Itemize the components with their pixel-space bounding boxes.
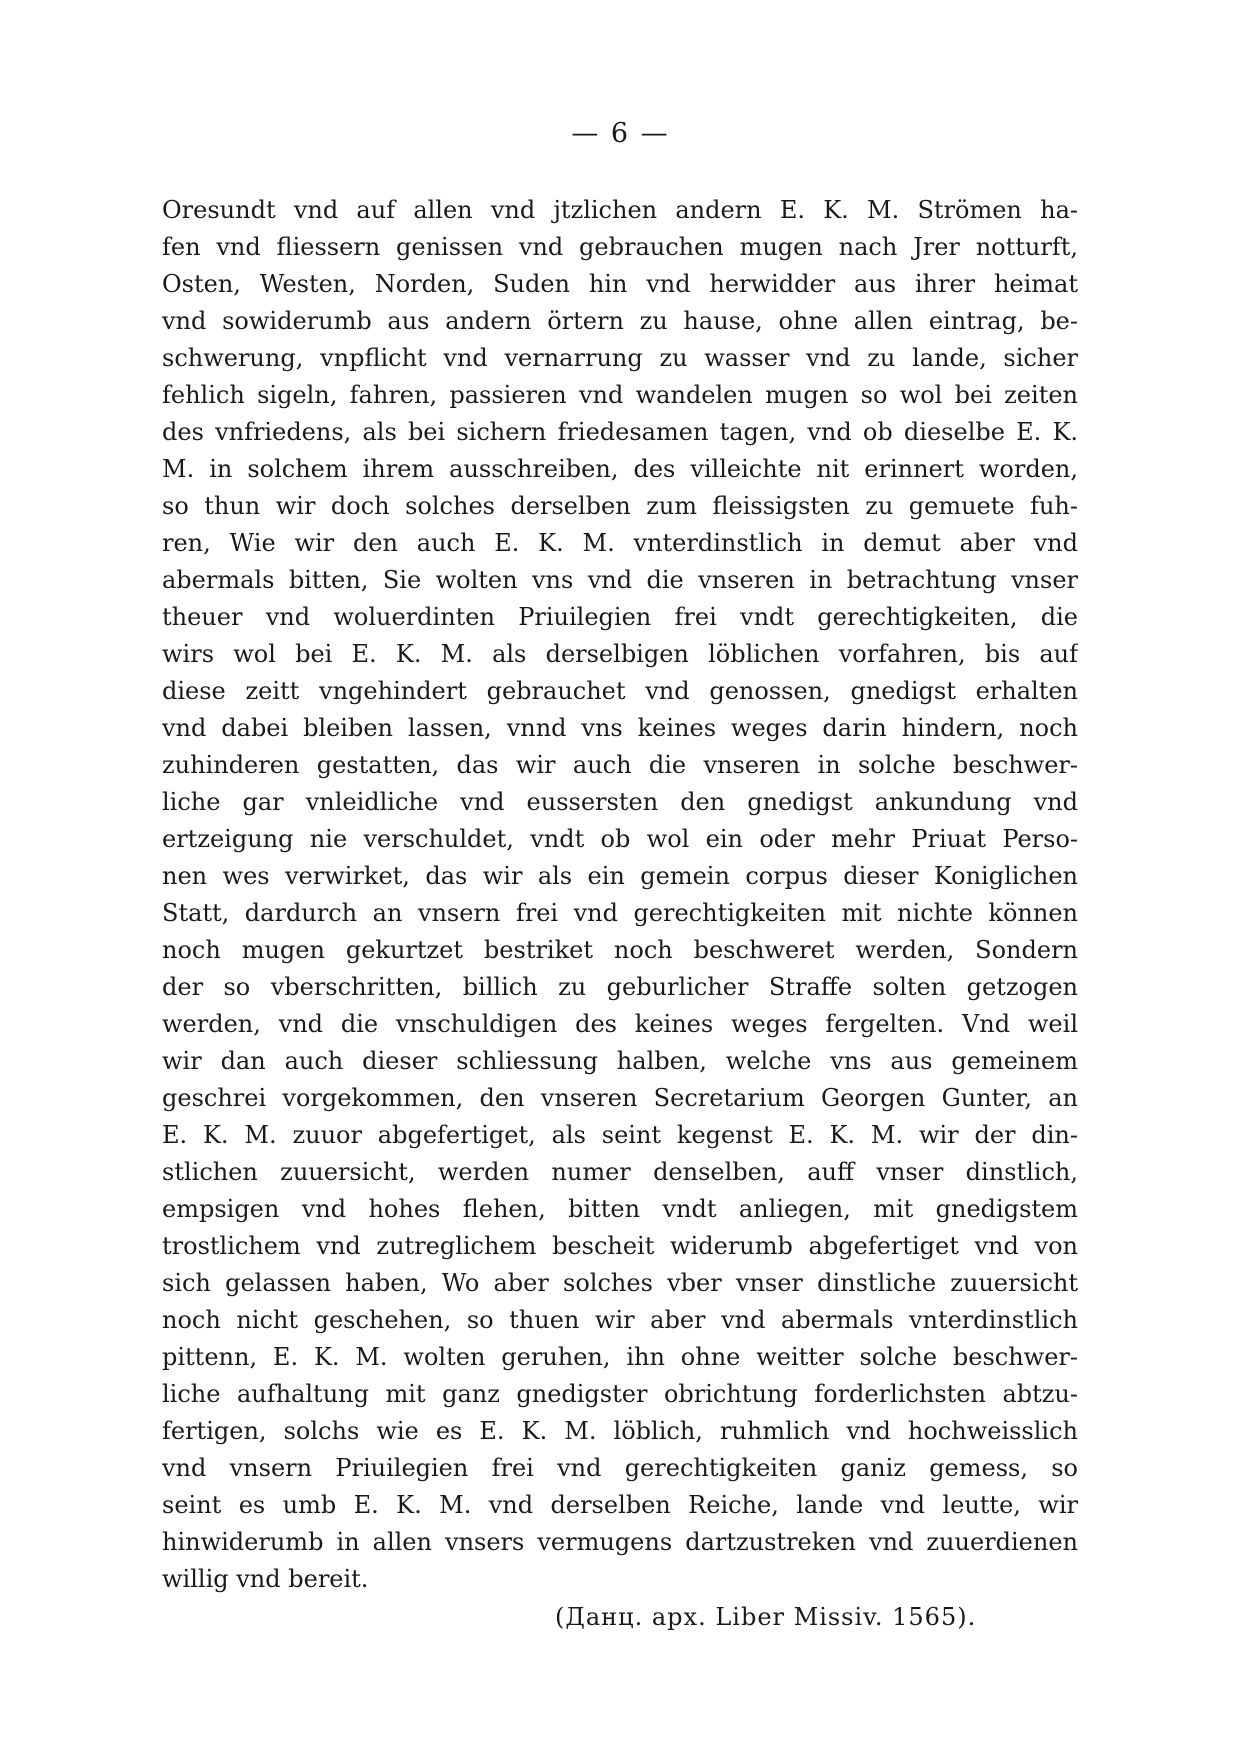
text-line: diese zeitt vngehindert gebrauchet vnd genossen, gnedigst erhalten — [162, 677, 1078, 705]
text-line: willig vnd bereit. — [162, 1565, 369, 1593]
page-number: — 6 — — [571, 118, 670, 149]
text-line: noch nicht geschehen, so thuen wir aber vnd abermals vnterdinstlich — [162, 1306, 1078, 1334]
text-line: sich gelassen haben, Wo aber solches vber vnser dinstliche zuuersicht — [162, 1269, 1078, 1297]
text-line: vnd dabei bleiben lassen, vnnd vns keines weges darin hindern, noch — [162, 714, 1078, 742]
text-line: des vnfriedens, als bei sichern friedesamen tagen, vnd ob dieselbe E. K. — [162, 418, 1078, 446]
text-line: vnd sowiderumb aus andern örtern zu hause, ohne allen eintrag, be- — [162, 307, 1078, 335]
text-line: liche gar vnleidliche vnd eussersten den gnedigst ankundung vnd — [162, 788, 1078, 816]
text-line: trostlichem vnd zutreglichem bescheit widerumb abgefertiget vnd von — [162, 1232, 1078, 1260]
text-line: Statt, dardurch an vnsern frei vnd gerechtigkeiten mit nichte können — [162, 899, 1078, 927]
text-line: geschrei vorgekommen, den vnseren Secretarium Georgen Gunter, an — [162, 1084, 1078, 1112]
text-line: fertigen, solchs wie es E. K. M. löblich, ruhmlich vnd hochweisslich — [162, 1417, 1078, 1445]
text-line: werden, vnd die vnschuldigen des keines weges fergelten. Vnd weil — [162, 1010, 1078, 1038]
text-line: ren, Wie wir den auch E. K. M. vnterdinstlich in demut aber vnd — [162, 529, 1078, 557]
text-line: pittenn, E. K. M. wolten geruhen, ihn ohne weitter solche beschwer- — [162, 1343, 1078, 1371]
text-line: E. K. M. zuuor abgefertiget, als seint kegenst E. K. M. wir der din- — [162, 1121, 1078, 1149]
text-line: liche aufhaltung mit ganz gnedigster obrichtung forderlichsten abtzu- — [162, 1380, 1078, 1408]
text-line: hinwiderumb in allen vnsers vermugens dartzustreken vnd zuuerdienen — [162, 1528, 1078, 1556]
text-line: wir dan auch dieser schliessung halben, welche vns aus gemeinem — [162, 1047, 1078, 1075]
body-text — [162, 192, 1078, 1598]
text-line: empsigen vnd hohes flehen, bitten vndt anliegen, mit gnedigstem — [162, 1195, 1078, 1223]
text-line: zuhinderen gestatten, das wir auch die vnseren in solche beschwer- — [162, 751, 1078, 779]
source-citation: (Данц. арх. Liber Missiv. 1565). — [555, 1603, 977, 1631]
text-line: ertzeigung nie verschuldet, vndt ob wol ein oder mehr Priuat Perso- — [162, 825, 1078, 853]
text-line: fehlich sigeln, fahren, passieren vnd wandelen mugen so wol bei zeiten — [162, 381, 1078, 409]
text-line: so thun wir doch solches derselben zum fleissigsten zu gemuete fuh- — [162, 492, 1078, 520]
text-line: noch mugen gekurtzet bestriket noch beschweret werden, Sondern — [162, 936, 1078, 964]
text-line: Oresundt vnd auf allen vnd jtzlichen andern E. K. M. Strömen ha- — [162, 196, 1078, 224]
text-line: schwerung, vnpflicht vnd vernarrung zu wasser vnd zu lande, sicher — [162, 344, 1078, 372]
text-line: abermals bitten, Sie wolten vns vnd die vnseren in betrachtung vnser — [162, 566, 1078, 594]
text-line: fen vnd fliessern genissen vnd gebrauchen mugen nach Jrer notturft, — [162, 233, 1078, 261]
text-line: wirs wol bei E. K. M. als derselbigen löblichen vorfahren, bis auf — [162, 640, 1078, 668]
text-line: M. in solchem ihrem ausschreiben, des villeichte nit erinnert worden, — [162, 455, 1078, 483]
text-line: nen wes verwirket, das wir als ein gemein corpus dieser Koniglichen — [162, 862, 1078, 890]
text-line: vnd vnsern Priuilegien frei vnd gerechtigkeiten ganiz gemess, so — [162, 1454, 1078, 1482]
text-line: theuer vnd woluerdinten Priuilegien frei vndt gerechtigkeiten, die — [162, 603, 1078, 631]
text-line: Osten, Westen, Norden, Suden hin vnd herwidder aus ihrer heimat — [162, 270, 1078, 298]
text-line: stlichen zuuersicht, werden numer denselben, auff vnser dinstlich, — [162, 1158, 1078, 1186]
text-line: seint es umb E. K. M. vnd derselben Reiche, lande vnd leutte, wir — [162, 1491, 1078, 1519]
text-line: der so vberschritten, billich zu geburlicher Straffe solten getzogen — [162, 973, 1078, 1001]
